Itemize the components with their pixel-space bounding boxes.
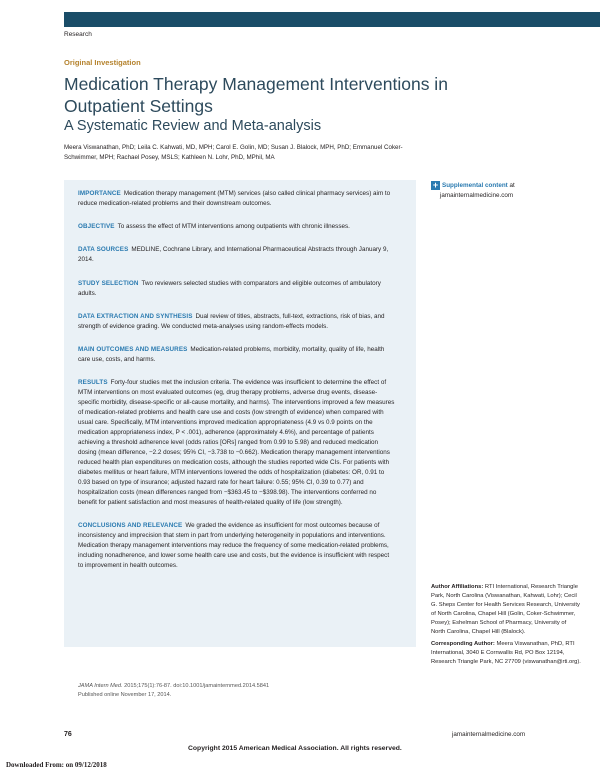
plus-icon: + bbox=[432, 180, 439, 190]
abstract bbox=[78, 189, 396, 585]
section-label: Research bbox=[64, 31, 92, 38]
article-subtitle: A Systematic Review and Meta-analysis bbox=[64, 118, 322, 134]
page-number: 76 bbox=[64, 731, 72, 738]
citation bbox=[78, 682, 408, 700]
corresponding-author: Corresponding Author: Meera Viswanathan, PhD, RTI International, 3040 E Cornwallis Rd, PO Box 12194, Research Triangle Park, NC 27709 (viswanathan@rti.org). bbox=[431, 641, 581, 665]
author-affiliations: Author Affiliations: RTI International, Research Triangle Park, North Carolina (Viswanathan, Kahwati, Lohr); Cecil G. Sheps Center for Health Services Research, University of North Carolina, Chapel Hill (Golin, Coker-Schwimmer, Posey); Eshelman School of Pharmacy, University of North Carolina, Chapel Hill (Blalock). bbox=[431, 584, 580, 635]
journal-url[interactable]: jamainternalmedicine.com bbox=[452, 731, 526, 738]
article-title: Medication Therapy Management Interventions in Outpatient Settings bbox=[64, 74, 448, 116]
citation-published: Published online November 17, 2014. bbox=[78, 692, 172, 698]
supplemental-suffix: at bbox=[509, 182, 515, 190]
supplemental-site[interactable]: jamainternalmedicine.com bbox=[440, 191, 514, 199]
copyright-notice: Copyright 2015 American Medical Association. All rights reserved. bbox=[188, 745, 402, 752]
abstract-importance: IMPORTANCE Medication therapy management (MTM) services (also called clinical pharmacy services) aim to reduce medication-related problems and their downstream outcomes. bbox=[78, 190, 391, 207]
abstract-conclusions: CONCLUSIONS AND RELEVANCE We graded the evidence as insufficient for most outcomes because of inconsistency and imprecision that stem in part from underlying heterogeneity in populations and interventions. Medication therapy management interventions may reduce the frequency of some medication-related problems, including nonadherence, and lower some health care use and costs, but the evidence is insufficient with respect to improvement in health outcomes. bbox=[78, 522, 390, 570]
abstract-objective: OBJECTIVE To assess the effect of MTM interventions among outpatients with chronic illnesses. bbox=[78, 223, 350, 231]
supplemental-content-link[interactable] bbox=[431, 181, 581, 200]
article-type: Original Investigation bbox=[64, 58, 141, 67]
affiliations-sidebar bbox=[431, 583, 581, 670]
abstract-data-extraction: DATA EXTRACTION AND SYNTHESIS Dual review of titles, abstracts, full-text, extractions, risk of bias, and strength of evidence grading. We conducted meta-analyses using random-effects models. bbox=[78, 312, 385, 330]
download-stamp: Downloaded From: on 09/12/2018 bbox=[6, 761, 107, 769]
abstract-study-selection: STUDY SELECTION Two reviewers selected studies with comparators and eligible outcomes of ambulatory adults. bbox=[78, 279, 381, 297]
citation-ref: 2015;175(1):76-87. doi:10.1001/jamainternmed.2014.5841 bbox=[124, 683, 270, 689]
abstract-results: RESULTS Forty-four studies met the inclusion criteria. The evidence was insufficient to determine the effect of MTM interventions on most evaluated outcomes (eg, drug therapy problems, adverse drug events, disease-specific morbidity, disease-specific or all-cause mortality, and harms). The interventions improved a few measures of medication-related problems and health care use and costs (low strength of evidence) when compared with usual care. Specifically, MTM interventions improved medication appropriateness (4.9 vs 0.9 points on the medication appropriateness index, P < .001), adherence (approximately 4.6%), and percentage of patients achieving a threshold adherence level (odds ratios [ORs] ranged from 0.99 to 5.98) and reduced medication dosing (mean difference, −2.2 doses; 95% CI, −3.738 to −0.662). Medication therapy management interventions reduced health plan expenditures on medication costs, although the studies reported wide CIs. For patients with diabetes mellitus or heart failure, MTM interventions lowered the odds of hospitalization (diabetes: OR, 0.91 to 0.93 based on type of insurance; adjusted hazard rate for heart failure: 0.55; 95% CI, 0.39 to 0.77) and hospitalization costs (mean differences ranged from −$363.45 to −$398.98). The interventions conferred no benefit for patient satisfaction and most measures of health-related quality of life (low strength). bbox=[78, 379, 395, 507]
author-list: Meera Viswanathan, PhD; Leila C. Kahwati, MD, MPH; Carol E. Golin, MD; Susan J. Blalock, MPH, PhD; Emmanuel Coker-Schwimmer, MPH; Rachael Posey, MSLS; Kathleen N. Lohr, PhD, MPhil, MA bbox=[64, 144, 403, 161]
supplemental-label[interactable]: Supplemental content bbox=[442, 182, 508, 190]
abstract-main-outcomes: MAIN OUTCOMES AND MEASURES Medication-related problems, morbidity, mortality, quality of life, health care use, costs, and harms. bbox=[78, 345, 385, 363]
abstract-data-sources: DATA SOURCES MEDLINE, Cochrane Library, and International Pharmaceutical Abstracts through January 9, 2014. bbox=[78, 246, 389, 264]
journal-header-bar bbox=[64, 12, 600, 27]
citation-journal: JAMA Intern Med. bbox=[78, 683, 123, 689]
